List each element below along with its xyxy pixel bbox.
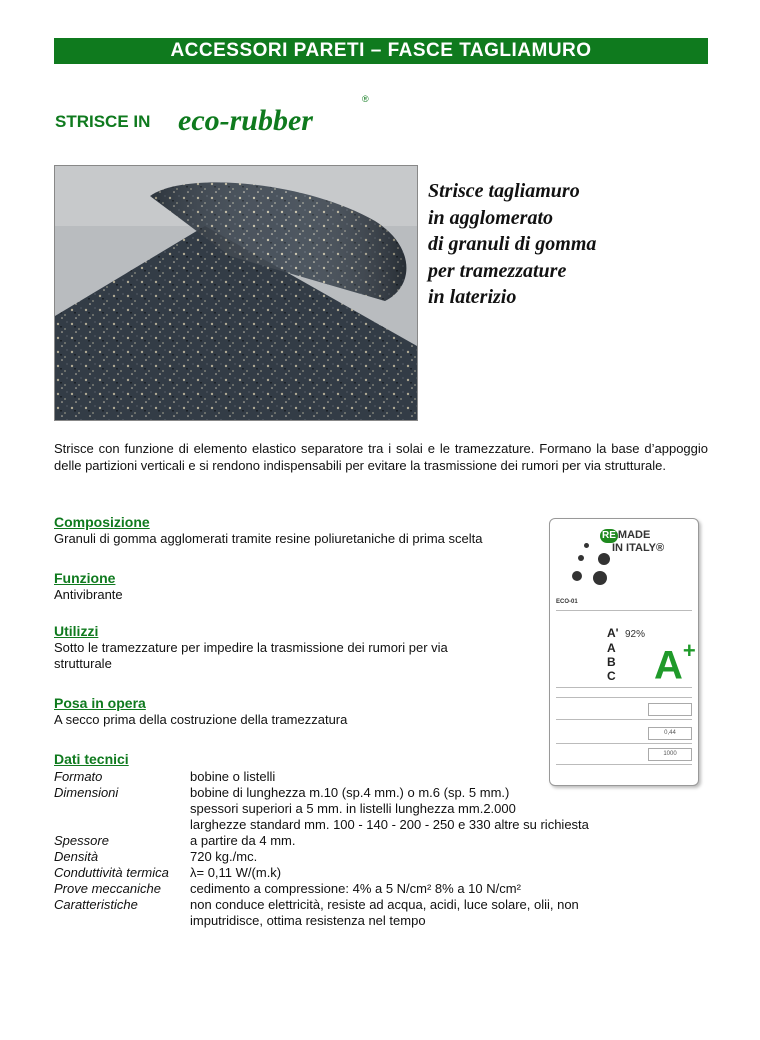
logo-dot — [578, 555, 584, 561]
tagline-line: in agglomerato — [428, 206, 554, 229]
brand-text: eco-rubber — [178, 104, 313, 137]
spec-row: spessori superiori a 5 mm. in listelli lunghezza mm.2.000 — [190, 801, 516, 816]
spec-row: Spessore a partire da 4 mm. — [54, 833, 296, 848]
tagline-line: di granuli di gomma — [428, 233, 597, 255]
spec-row: Densità 720 kg./mc. — [54, 849, 258, 864]
spec-row: imputridisce, ottima resistenza nel tempo — [190, 913, 426, 928]
certificate-logo-text-2: IN ITALY® — [612, 542, 665, 554]
certificate-code: ECO-01 — [556, 599, 578, 605]
section-heading: Funzione — [54, 570, 116, 586]
section-text: A secco prima della costruzione della tramezzatura — [54, 712, 348, 727]
section-composizione — [54, 513, 524, 547]
logo-dot — [572, 571, 582, 581]
spec-row: Formato bobine o listelli — [54, 769, 276, 784]
section-dati-tecnici — [54, 750, 524, 768]
grade-c: C — [607, 669, 616, 683]
remade-in-italy-certificate — [549, 518, 699, 786]
spec-row: Caratteristiche non conduce elettricità, resiste ad acqua, acidi, luce solare, olii, non — [54, 897, 579, 912]
grade-b: B — [607, 655, 616, 669]
certificate-logo-text: RE MADE — [602, 529, 651, 541]
section-text: Granuli di gomma agglomerati tramite resine poliuretaniche di prima scelta — [54, 531, 483, 546]
specs-table — [54, 769, 654, 929]
eco-rubber-logo — [176, 94, 369, 141]
recycled-percent: 92% — [625, 629, 646, 640]
grade-a-plus-badge: A+ — [654, 638, 696, 688]
divider — [556, 764, 692, 765]
spec-row: Prove meccaniche cedimento a compressione: 4% a 5 N/cm² 8% a 10 N/cm² — [54, 881, 521, 896]
section-text: Antivibrante — [54, 587, 123, 602]
grade-a-prime: A' — [607, 626, 619, 640]
section-funzione — [54, 569, 524, 603]
section-utilizzi — [54, 622, 494, 672]
tagline-line: per tramezzature — [428, 259, 567, 282]
spec-row: Dimensioni bobine di lunghezza m.10 (sp.4 mm.) o m.6 (sp. 5 mm.) — [54, 785, 510, 800]
spec-row: Conduttività termica λ= 0,11 W/(m.k) — [54, 865, 282, 880]
product-tagline — [428, 178, 688, 311]
certificate-box: 0,44 — [648, 727, 692, 740]
logo-dot — [584, 543, 589, 548]
divider — [556, 743, 692, 744]
section-heading: Utilizzi — [54, 623, 99, 639]
section-text: Sotto le tramezzature per impedire la trasmissione dei rumori per via strutturale — [54, 640, 448, 671]
divider — [556, 687, 692, 688]
section-posa — [54, 694, 524, 728]
page-header-banner: ACCESSORI PARETI – FASCE TAGLIAMURO — [54, 38, 708, 64]
product-photo — [54, 165, 418, 421]
section-heading: Dati tecnici — [54, 751, 129, 767]
certificate-box — [648, 703, 692, 716]
logo-dot — [598, 553, 610, 565]
divider — [556, 697, 692, 698]
registered-mark: ® — [362, 94, 369, 104]
tagline-line: Strisce tagliamuro — [428, 180, 580, 202]
grade-a: A — [607, 641, 616, 655]
divider — [556, 719, 692, 720]
section-heading: Composizione — [54, 514, 150, 530]
spec-row: larghezze standard mm. 100 - 140 - 200 - 250 e 330 altre su richiesta — [190, 817, 589, 832]
divider — [556, 610, 692, 611]
section-heading: Posa in opera — [54, 695, 146, 711]
product-prefix: STRISCE IN — [55, 112, 151, 131]
logo-dot — [593, 571, 607, 585]
certificate-box: 1000 — [648, 748, 692, 761]
tagline-line: in laterizio — [428, 286, 517, 308]
intro-paragraph: Strisce con funzione di elemento elastico separatore tra i solai e le tramezzature. Formano la base d’appoggio delle partizioni verticali e si rendono indispensabili per evitare la trasmissione dei rumori per via strutturale. — [54, 441, 708, 473]
